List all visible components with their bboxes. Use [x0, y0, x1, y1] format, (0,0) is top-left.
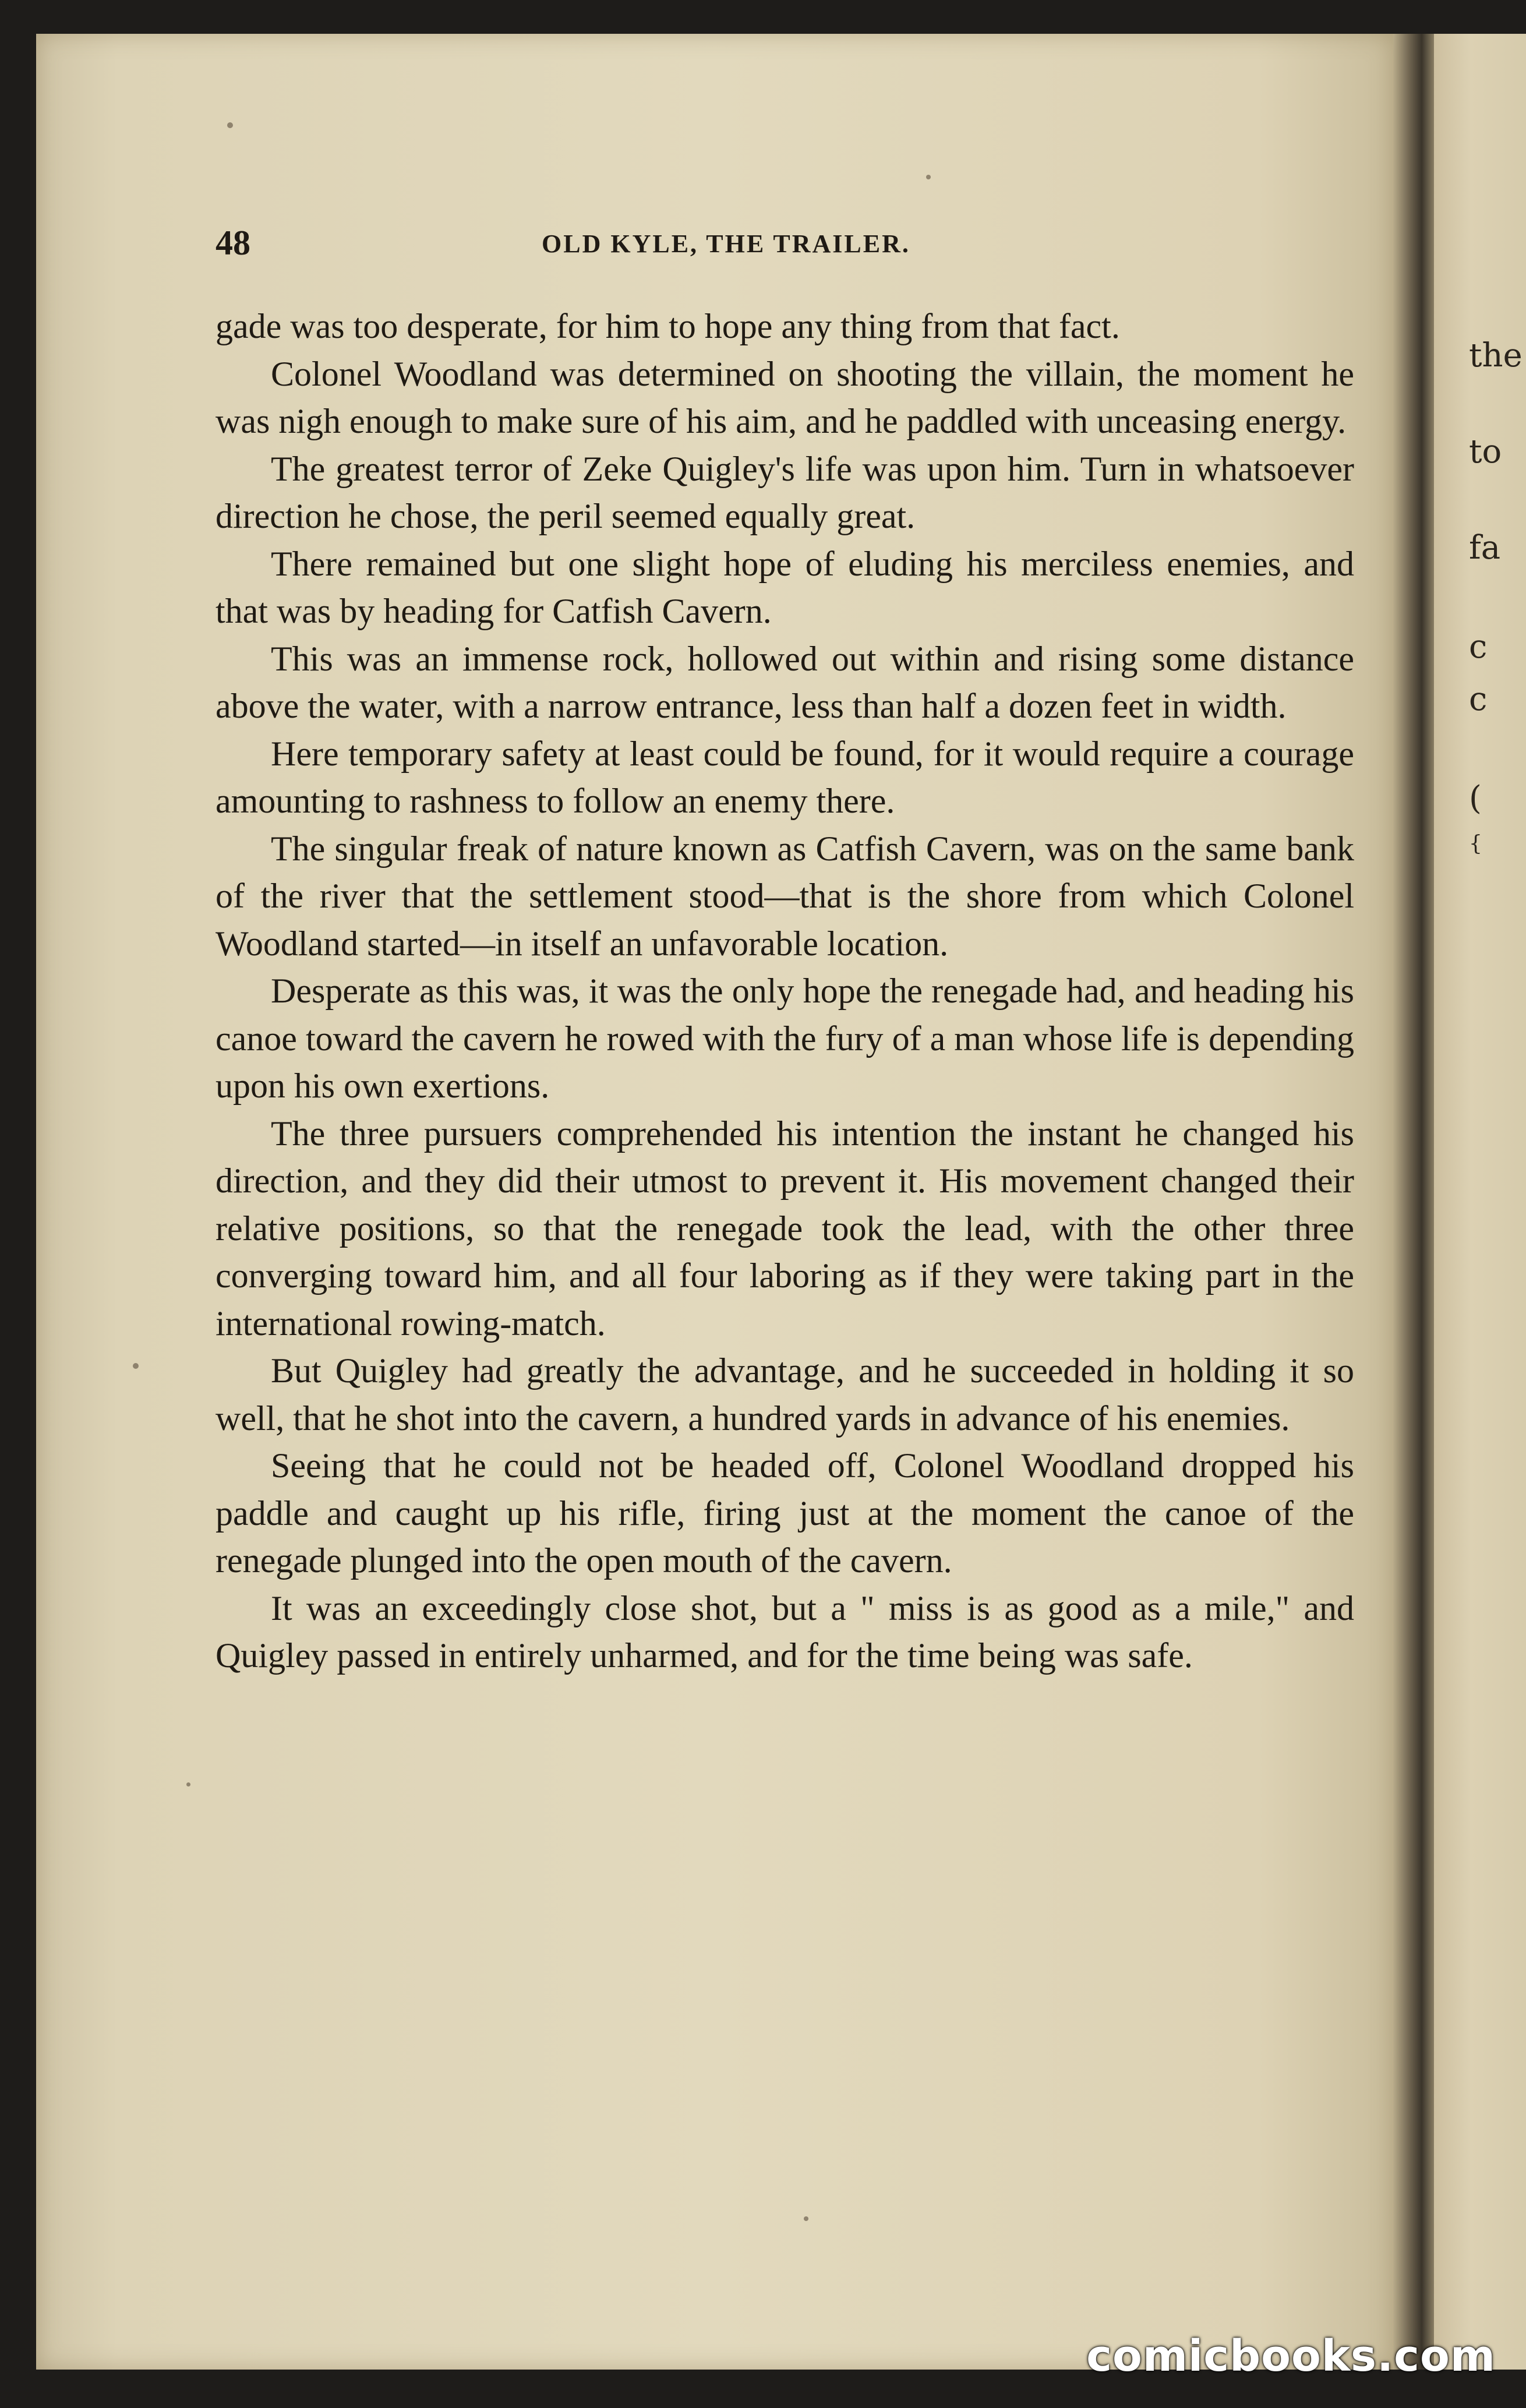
- paragraph: But Quigley had greatly the advantage, and he succeeded in holding it so well, that he shot into the cavern, a hundred yards in advance of his enemies.: [216, 1351, 1354, 1438]
- paragraph: It was an exceedingly close shot, but a " miss is as good as a mile," and Quigley passed in entirely unharmed, and for the time being was safe.: [216, 1588, 1354, 1675]
- site-watermark: comicbooks.com: [1086, 2331, 1496, 2381]
- paragraph: Desperate as this was, it was the only hope the renegade had, and heading his canoe toward the cavern he rowed with the fury of a man whose life is depending upon his own exertions.: [216, 972, 1354, 1105]
- paragraph: The singular freak of nature known as Catfish Cavern, was on the same bank of the river that the settlement stood—that is the shore from which Colonel Woodland started—in itself an unfavorable location.: [216, 829, 1354, 963]
- paragraph: The greatest terror of Zeke Quigley's life was upon him. Turn in whatsoever direction he chose, the peril seemed equally great.: [216, 449, 1354, 535]
- paragraph: Colonel Woodland was determined on shooting the villain, the moment he was nigh enough to make sure of his aim, and he paddled with unceasing energy.: [216, 354, 1354, 440]
- paper-speck: [133, 1363, 139, 1369]
- facing-page-fragment: (: [1469, 779, 1482, 817]
- facing-page-fragment: the: [1469, 337, 1523, 375]
- body-text: [216, 303, 1354, 1680]
- facing-page-edge: [1434, 34, 1526, 2370]
- paragraph: Here temporary safety at least could be found, for it would require a courage amounting to rashness to follow an enemy there.: [216, 734, 1354, 820]
- facing-page-fragment: c: [1469, 628, 1488, 666]
- running-head: [216, 223, 1351, 264]
- book-spine-gutter: [1393, 34, 1434, 2370]
- paragraph: gade was too desperate, for him to hope any thing from that fact.: [216, 307, 1120, 345]
- paper-speck: [804, 2216, 808, 2221]
- paper-speck: [227, 122, 233, 128]
- paragraph: This was an immense rock, hollowed out within and rising some distance above the water, with a narrow entrance, less than half a dozen feet in width.: [216, 639, 1354, 725]
- paper-speck: [186, 1782, 190, 1786]
- facing-page-fragment: {: [1469, 832, 1482, 856]
- page-number: 48: [216, 224, 250, 262]
- paper-speck: [926, 175, 931, 179]
- facing-page-fragment: c: [1469, 680, 1488, 718]
- facing-page-fragment: fa: [1469, 529, 1501, 567]
- paragraph: There remained but one slight hope of eluding his merciless enemies, and that was by heading for Catfish Cavern.: [216, 544, 1354, 630]
- paragraph: The three pursuers comprehended his intention the instant he changed his direction, and they did their utmost to prevent it. His movement changed their relative positions, so that the renegade took the lead, with the other three converging toward him, and all four laboring as if they were taking part in the international rowing-match.: [216, 1114, 1354, 1343]
- running-title: OLD KYLE, THE TRAILER.: [542, 229, 910, 258]
- paragraph: Seeing that he could not be headed off, Colonel Woodland dropped his paddle and caught up his rifle, firing just at the moment the canoe of the renegade plunged into the open mouth of the cavern.: [216, 1446, 1354, 1580]
- facing-page-fragment: to: [1469, 433, 1502, 471]
